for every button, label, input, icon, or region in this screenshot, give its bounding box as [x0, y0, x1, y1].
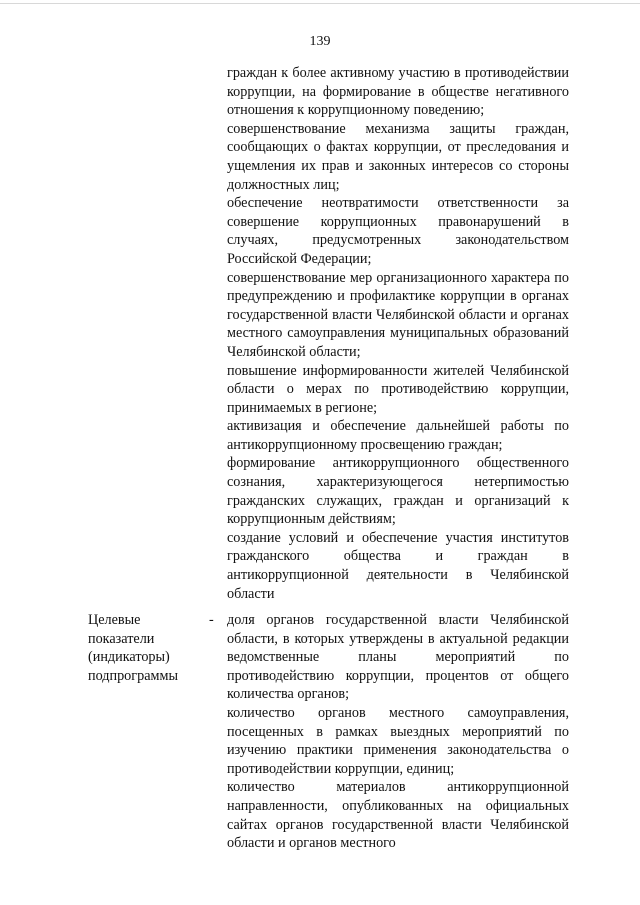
indicator-paragraph: количество органов местного самоуправления, посещенных в рамках выездных мероприятий по изучению практики применения законодательства о противодействии коррупции, единиц; [227, 704, 569, 777]
page-number: 139 [309, 34, 331, 49]
indicators-label [88, 611, 200, 685]
indicators-text [227, 611, 569, 853]
indicator-paragraph: количество материалов антикоррупционной направленности, опубликованных на официальных сайтах органов государственной власти Челябинской области и органов местного [227, 779, 569, 852]
task-paragraph: граждан к более активному участию в противодействии коррупции, на формирование в обществе негативного отношения к коррупционному поведению; [227, 65, 569, 119]
task-paragraph: обеспечение неотвратимости ответственности за совершение коррупционных правонарушений в случаях, предусмотренных законодательством Российской Федерации; [227, 195, 569, 267]
indicator-paragraph: доля органов государственной власти Челябинской области, в которых утверждены в актуальной редакции ведомственные планы мероприятий по противодействию коррупции, процентов от общего количества органов; [227, 612, 569, 703]
task-paragraph: активизация и обеспечение дальнейшей работы по антикоррупционному просвещению граждан; [227, 418, 569, 453]
label-line: (индикаторы) [88, 649, 170, 666]
task-paragraph: формирование антикоррупционного общественного сознания, характеризующегося нетерпимостью гражданских служащих, граждан и организаций к коррупционным действиям; [227, 455, 569, 528]
task-paragraph: совершенствование мер организационного характера по предупреждению и профилактике коррупции в органах государственной власти Челябинской области и органах местного самоуправления муниципальных образований Челябинской области; [227, 269, 569, 360]
task-paragraph: создание условий и обеспечение участия институтов гражданского общества и граждан в антикоррупционной деятельности в Челябинской области [227, 529, 569, 602]
task-paragraph: совершенствование механизма защиты граждан, сообщающих о фактах коррупции, от преследования и ущемления их прав и законных интересов со стороны должностных лиц; [227, 120, 569, 193]
objectives-tasks-text [227, 64, 569, 603]
separator-dash: - [209, 612, 214, 628]
label-line: показатели [88, 630, 155, 647]
label-line: подпрограммы [88, 667, 178, 684]
label-line: Целевые [88, 612, 141, 628]
top-edge-line [0, 3, 640, 4]
task-paragraph: повышение информированности жителей Челябинской области о мерах по противодействию коррупции, принимаемых в регионе; [227, 362, 569, 416]
